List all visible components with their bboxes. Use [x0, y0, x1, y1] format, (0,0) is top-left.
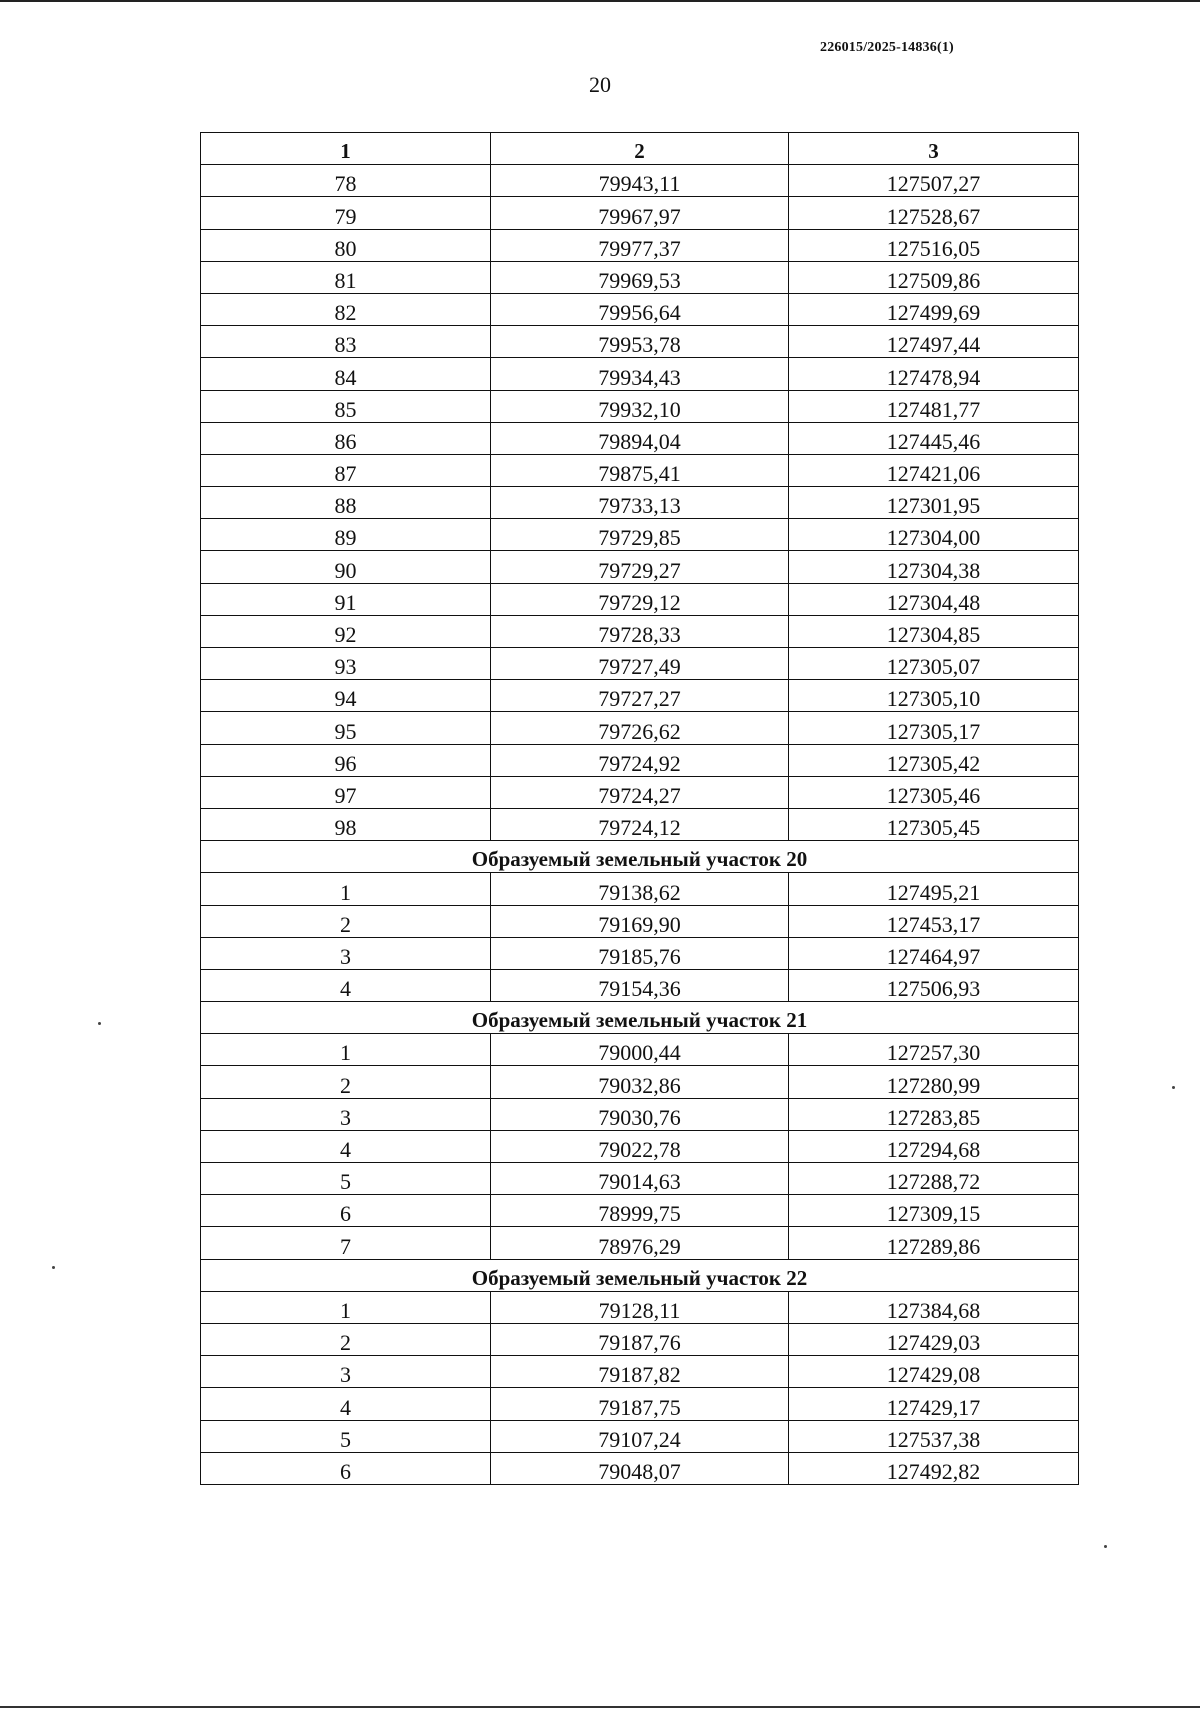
point-number-cell: 86 [201, 422, 491, 454]
top-border-line [0, 0, 1200, 2]
table-row [201, 680, 1079, 712]
point-number-cell: 6 [201, 1195, 491, 1227]
coordinate-y-cell: 127506,93 [789, 969, 1079, 1001]
coordinate-y-cell: 127429,08 [789, 1356, 1079, 1388]
point-number-cell: 4 [201, 1388, 491, 1420]
point-number-cell: 90 [201, 551, 491, 583]
point-number-cell: 78 [201, 165, 491, 197]
table-row [201, 1356, 1079, 1388]
coordinate-x-cell: 79932,10 [491, 390, 789, 422]
table-row [201, 744, 1079, 776]
coordinate-x-cell: 79953,78 [491, 326, 789, 358]
point-number-cell: 93 [201, 648, 491, 680]
coordinate-y-cell: 127305,46 [789, 776, 1079, 808]
section-header-row [201, 841, 1079, 873]
table-header-row [201, 133, 1079, 165]
coordinate-x-cell: 79729,12 [491, 583, 789, 615]
coordinate-x-cell: 79154,36 [491, 969, 789, 1001]
coordinate-y-cell: 127429,17 [789, 1388, 1079, 1420]
coordinate-y-cell: 127305,07 [789, 648, 1079, 680]
table-row [201, 390, 1079, 422]
point-number-cell: 91 [201, 583, 491, 615]
coordinate-y-cell: 127309,15 [789, 1195, 1079, 1227]
point-number-cell: 80 [201, 229, 491, 261]
coordinate-y-cell: 127304,85 [789, 615, 1079, 647]
point-number-cell: 1 [201, 1291, 491, 1323]
coordinate-x-cell: 79728,33 [491, 615, 789, 647]
point-number-cell: 89 [201, 519, 491, 551]
point-number-cell: 5 [201, 1420, 491, 1452]
point-number-cell: 98 [201, 808, 491, 840]
page-number: 20 [589, 72, 611, 97]
coordinate-x-cell: 79977,37 [491, 229, 789, 261]
point-number-cell: 1 [201, 1034, 491, 1066]
coordinate-x-cell: 79187,82 [491, 1356, 789, 1388]
scan-speck [1104, 1545, 1107, 1548]
coordinate-y-cell: 127453,17 [789, 905, 1079, 937]
coordinate-y-cell: 127305,45 [789, 808, 1079, 840]
table-row [201, 165, 1079, 197]
table-row [201, 937, 1079, 969]
coordinate-y-cell: 127280,99 [789, 1066, 1079, 1098]
coordinate-x-cell: 78999,75 [491, 1195, 789, 1227]
coordinate-y-cell: 127301,95 [789, 487, 1079, 519]
point-number-cell: 84 [201, 358, 491, 390]
coordinate-y-cell: 127528,67 [789, 197, 1079, 229]
table-row [201, 551, 1079, 583]
coordinate-x-cell: 79032,86 [491, 1066, 789, 1098]
scan-speck [1172, 1086, 1175, 1089]
table-row [201, 261, 1079, 293]
coordinate-y-cell: 127305,42 [789, 744, 1079, 776]
coordinate-y-cell: 127537,38 [789, 1420, 1079, 1452]
coordinate-y-cell: 127445,46 [789, 422, 1079, 454]
point-number-cell: 97 [201, 776, 491, 808]
point-number-cell: 2 [201, 1323, 491, 1355]
point-number-cell: 83 [201, 326, 491, 358]
coordinate-y-cell: 127304,48 [789, 583, 1079, 615]
coordinate-x-cell: 79724,27 [491, 776, 789, 808]
coordinate-x-cell: 79726,62 [491, 712, 789, 744]
point-number-cell: 3 [201, 937, 491, 969]
section-title: Образуемый земельный участок 20 [201, 841, 1079, 873]
table-row [201, 293, 1079, 325]
table-row [201, 873, 1079, 905]
coordinate-x-cell: 79030,76 [491, 1098, 789, 1130]
coordinate-y-cell: 127499,69 [789, 293, 1079, 325]
coordinate-x-cell: 79733,13 [491, 487, 789, 519]
table-body [201, 165, 1079, 1485]
point-number-cell: 5 [201, 1163, 491, 1195]
scan-speck [52, 1266, 55, 1269]
coordinate-y-cell: 127305,10 [789, 680, 1079, 712]
column-header: 3 [789, 133, 1079, 165]
coordinate-y-cell: 127492,82 [789, 1452, 1079, 1484]
coordinate-x-cell: 79048,07 [491, 1452, 789, 1484]
table-row [201, 326, 1079, 358]
table-row [201, 1452, 1079, 1484]
table-row [201, 969, 1079, 1001]
table-row [201, 1034, 1079, 1066]
coordinate-x-cell: 79956,64 [491, 293, 789, 325]
table-row [201, 615, 1079, 647]
table-row [201, 1388, 1079, 1420]
table-row [201, 1066, 1079, 1098]
point-number-cell: 81 [201, 261, 491, 293]
coordinate-x-cell: 79107,24 [491, 1420, 789, 1452]
table-row [201, 1163, 1079, 1195]
coordinate-y-cell: 127507,27 [789, 165, 1079, 197]
coordinate-x-cell: 79934,43 [491, 358, 789, 390]
coordinate-x-cell: 79967,97 [491, 197, 789, 229]
coordinate-y-cell: 127495,21 [789, 873, 1079, 905]
table-row [201, 905, 1079, 937]
point-number-cell: 4 [201, 1130, 491, 1162]
document-id: 226015/2025-14836(1) [820, 40, 954, 55]
section-title: Образуемый земельный участок 22 [201, 1259, 1079, 1291]
coordinate-x-cell: 79169,90 [491, 905, 789, 937]
coordinate-x-cell: 79187,75 [491, 1388, 789, 1420]
coordinate-y-cell: 127304,00 [789, 519, 1079, 551]
coordinate-x-cell: 79000,44 [491, 1034, 789, 1066]
coordinate-x-cell: 79875,41 [491, 454, 789, 486]
point-number-cell: 87 [201, 454, 491, 486]
coordinate-y-cell: 127288,72 [789, 1163, 1079, 1195]
coordinate-x-cell: 79185,76 [491, 937, 789, 969]
point-number-cell: 1 [201, 873, 491, 905]
column-header: 1 [201, 133, 491, 165]
coordinate-y-cell: 127497,44 [789, 326, 1079, 358]
table-row [201, 358, 1079, 390]
table-row [201, 422, 1079, 454]
table-row [201, 487, 1079, 519]
section-title: Образуемый земельный участок 21 [201, 1002, 1079, 1034]
table-row [201, 1227, 1079, 1259]
section-header-row [201, 1259, 1079, 1291]
point-number-cell: 3 [201, 1098, 491, 1130]
coordinate-y-cell: 127294,68 [789, 1130, 1079, 1162]
coordinate-y-cell: 127289,86 [789, 1227, 1079, 1259]
coordinate-y-cell: 127481,77 [789, 390, 1079, 422]
coordinate-y-cell: 127509,86 [789, 261, 1079, 293]
table-row [201, 1323, 1079, 1355]
table-row [201, 519, 1079, 551]
coordinate-x-cell: 79727,27 [491, 680, 789, 712]
point-number-cell: 92 [201, 615, 491, 647]
coordinate-x-cell: 79187,76 [491, 1323, 789, 1355]
point-number-cell: 2 [201, 905, 491, 937]
table-row [201, 197, 1079, 229]
point-number-cell: 6 [201, 1452, 491, 1484]
coordinate-y-cell: 127478,94 [789, 358, 1079, 390]
coordinate-y-cell: 127257,30 [789, 1034, 1079, 1066]
coordinate-x-cell: 79724,12 [491, 808, 789, 840]
coordinate-x-cell: 79894,04 [491, 422, 789, 454]
point-number-cell: 94 [201, 680, 491, 712]
coordinate-x-cell: 78976,29 [491, 1227, 789, 1259]
coordinate-y-cell: 127304,38 [789, 551, 1079, 583]
section-header-row [201, 1002, 1079, 1034]
coordinate-x-cell: 79022,78 [491, 1130, 789, 1162]
table-row [201, 776, 1079, 808]
point-number-cell: 82 [201, 293, 491, 325]
table-row [201, 229, 1079, 261]
coordinate-x-cell: 79724,92 [491, 744, 789, 776]
coordinate-y-cell: 127283,85 [789, 1098, 1079, 1130]
coordinate-y-cell: 127384,68 [789, 1291, 1079, 1323]
point-number-cell: 3 [201, 1356, 491, 1388]
coordinate-x-cell: 79943,11 [491, 165, 789, 197]
point-number-cell: 2 [201, 1066, 491, 1098]
table-row [201, 454, 1079, 486]
point-number-cell: 79 [201, 197, 491, 229]
scan-speck [98, 1022, 101, 1025]
point-number-cell: 95 [201, 712, 491, 744]
point-number-cell: 4 [201, 969, 491, 1001]
point-number-cell: 7 [201, 1227, 491, 1259]
bottom-border-line [0, 1706, 1200, 1708]
coordinate-x-cell: 79729,85 [491, 519, 789, 551]
table-row [201, 583, 1079, 615]
point-number-cell: 96 [201, 744, 491, 776]
table-row [201, 1098, 1079, 1130]
table-row [201, 712, 1079, 744]
coordinate-x-cell: 79138,62 [491, 873, 789, 905]
table-row [201, 1195, 1079, 1227]
coordinate-y-cell: 127516,05 [789, 229, 1079, 261]
coordinate-x-cell: 79128,11 [491, 1291, 789, 1323]
coordinate-y-cell: 127421,06 [789, 454, 1079, 486]
coordinate-x-cell: 79969,53 [491, 261, 789, 293]
column-header: 2 [491, 133, 789, 165]
coordinate-x-cell: 79727,49 [491, 648, 789, 680]
point-number-cell: 88 [201, 487, 491, 519]
table-row [201, 1130, 1079, 1162]
table-row [201, 808, 1079, 840]
coordinate-y-cell: 127305,17 [789, 712, 1079, 744]
coordinate-y-cell: 127429,03 [789, 1323, 1079, 1355]
coordinates-table [200, 132, 1079, 1485]
coordinate-x-cell: 79729,27 [491, 551, 789, 583]
table-row [201, 1291, 1079, 1323]
coordinate-y-cell: 127464,97 [789, 937, 1079, 969]
point-number-cell: 85 [201, 390, 491, 422]
table-row [201, 1420, 1079, 1452]
table-row [201, 648, 1079, 680]
coordinate-x-cell: 79014,63 [491, 1163, 789, 1195]
